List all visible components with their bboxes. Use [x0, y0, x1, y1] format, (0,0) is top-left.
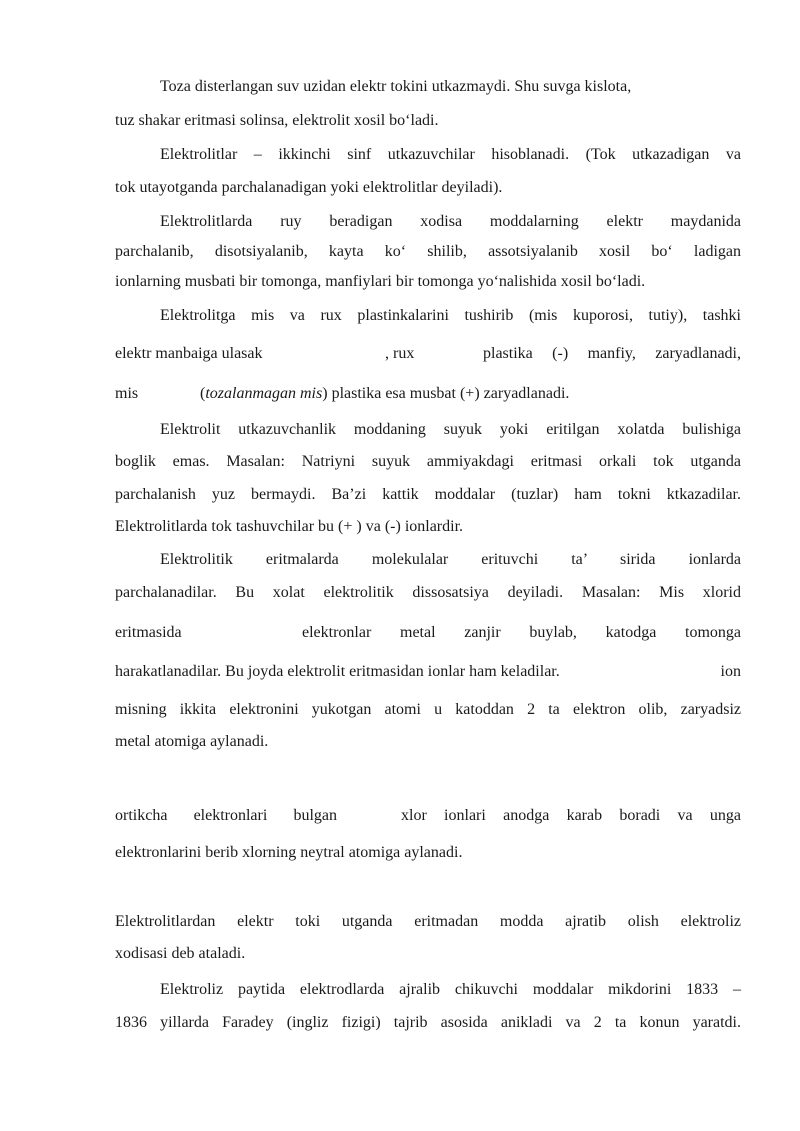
paragraph-2-line-1: Elektrolitlar – ikkinchi sinf utkazuvchilar hisoblanadi. (Tok utkazadigan va [160, 146, 741, 163]
p6-line3-part-a: eritmasida [115, 624, 182, 641]
paragraph-5-line-2: boglik emas. Masalan: Natriyni suyuk ammiyakdagi eritmasi orkali tok utganda [115, 453, 741, 470]
p4-line3-part-b [200, 384, 569, 404]
paragraph-8-line-2: xodisasi deb ataladi. [115, 945, 246, 962]
paragraph-1-line-1: Toza disterlangan suv uzidan elektr tokini utkazmaydi. Shu suvga kislota, [160, 78, 632, 95]
p6-line4-part-b: ion [720, 663, 741, 680]
paragraph-8-line-1: Elektrolitlardan elektr toki utganda eritmadan modda ajratib olish elektroliz [115, 913, 741, 930]
paragraph-6-line-6: metal atomiga aylanadi. [115, 733, 269, 750]
p7-line1-part-a: ortikcha elektronlari bulgan [115, 807, 337, 824]
p6-line4-part-a: harakatlanadilar. Bu joyda elektrolit eritmasidan ionlar ham keladilar. [115, 663, 560, 680]
paragraph-6-line-2: parchalanadilar. Bu xolat elektrolitik dissosatsiya deyiladi. Masalan: Mis xlorid [115, 584, 741, 601]
paragraph-5-line-4: Elektrolitlarda tok tashuvchilar bu (+ ) va (-) ionlardir. [115, 518, 464, 535]
p7-line1-part-b: xlor ionlari anodga karab boradi va unga [401, 807, 741, 824]
p6-line3-part-b: elektronlar metal zanjir buylab, katodga tomonga [302, 624, 741, 641]
p4-line3-rest: ) plastika esa musbat (+) zaryadlanadi. [322, 385, 570, 402]
paragraph-3-line-3: ionlarning musbati bir tomonga, manfiylari bir tomonga yo‘nalishida xosil bo‘ladi. [115, 273, 646, 290]
paragraph-6-line-1: Elektrolitik eritmalarda molekulalar erituvchi ta’ sirida ionlarda [160, 551, 741, 568]
paragraph-3-line-1: Elektrolitlarda ruy beradigan xodisa moddalarning elektr maydanida [160, 213, 741, 230]
paragraph-9-line-2: 1836 yillarda Faradey (ingliz fizigi) tajrib asosida anikladi va 2 ta konun yaratdi. [115, 1014, 741, 1031]
p4-line2-part-a: elektr manbaiga ulasak [115, 345, 263, 362]
p4-line2-part-b: , rux [385, 345, 415, 362]
paragraph-3-line-2: parchalanib, disotsiyalanib, kayta ko‘ shilib, assotsiyalanib xosil bo‘ ladigan [115, 243, 741, 260]
p4-italic-term: tozalanmagan mis [205, 385, 323, 402]
p4-open-paren: ( [200, 385, 206, 402]
paragraph-7-line-2: elektronlarini berib xlorning neytral atomiga aylanadi. [115, 844, 463, 861]
paragraph-5-line-3: parchalanish yuz bermaydi. Ba’zi kattik moddalar (tuzlar) ham tokni ktkazadilar. [115, 486, 741, 503]
p4-line2-part-c: plastika (-) manfiy, zaryadlanadi, [483, 345, 741, 362]
paragraph-5-line-1: Elektrolit utkazuvchanlik moddaning suyuk yoki eritilgan xolatda bulishiga [160, 421, 741, 438]
paragraph-9-line-1: Elektroliz paytida elektrodlarda ajralib chikuvchi moddalar mikdorini 1833 – [160, 981, 741, 998]
paragraph-2-line-2: tok utayotganda parchalanadigan yoki elektrolitlar deyiladi). [115, 179, 503, 196]
paragraph-4-line-1: Elektrolitga mis va rux plastinkalarini tushirib (mis kuporosi, tutiy), tashki [160, 307, 741, 324]
p4-line3-part-a: mis [115, 385, 139, 402]
paragraph-1-line-2: tuz shakar eritmasi solinsa, elektrolit xosil bo‘ladi. [115, 112, 439, 129]
paragraph-6-line-5: misning ikkita elektronini yukotgan atomi u katoddan 2 ta elektron olib, zaryadsiz [115, 701, 741, 718]
